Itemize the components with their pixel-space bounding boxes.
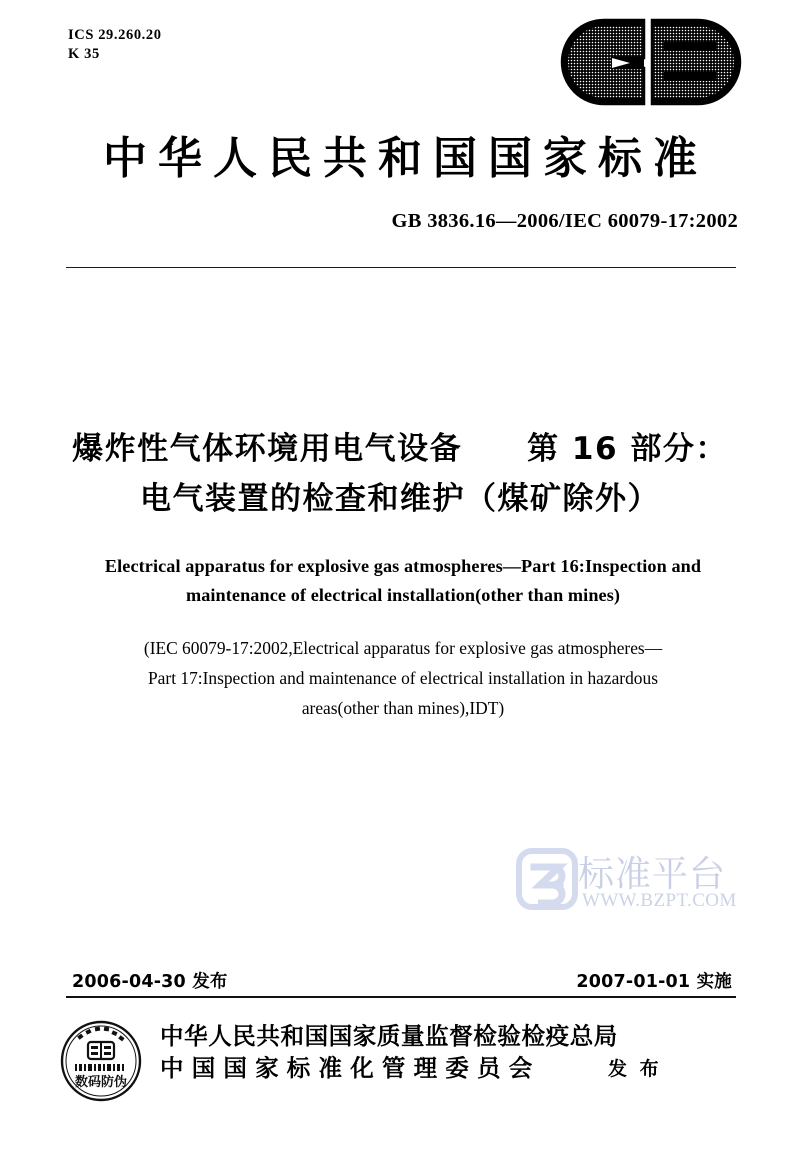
watermark bbox=[516, 846, 748, 922]
issuer-secondary: 中国国家标准化管理委员会 bbox=[160, 1054, 541, 1083]
dates-row bbox=[72, 968, 732, 993]
english-title bbox=[78, 552, 728, 611]
bz-logo-icon bbox=[516, 848, 578, 910]
classification-code: K 35 bbox=[68, 45, 100, 62]
iec-source-note bbox=[72, 634, 734, 724]
svg-text:数码防伪: 数码防伪 bbox=[74, 1075, 128, 1090]
issue-date: 2006-04-30 发布 bbox=[72, 972, 228, 992]
issuer-block bbox=[160, 1020, 618, 1085]
publish-label: 发 布 bbox=[608, 1058, 662, 1080]
national-standard-heading: 中华人民共和国国家标准 bbox=[103, 133, 708, 184]
iec-source-line-3: areas(other than mines),IDT) bbox=[301, 697, 505, 718]
english-title-line-1: Electrical apparatus for explosive gas atmospheres—Part 16:Inspection and bbox=[104, 556, 702, 576]
watermark-url: WWW.BZPT.COM bbox=[582, 890, 737, 911]
header-divider bbox=[66, 267, 736, 268]
standard-number: GB 3836.16—2006/IEC 60079-17:2002 bbox=[391, 210, 738, 232]
chinese-title-line-2: 电气装置的检查和维护（煤矿除外） bbox=[140, 481, 660, 518]
watermark-name: 标准平台 bbox=[578, 854, 727, 895]
ics-code-block bbox=[68, 26, 162, 63]
gb-emblem-icon bbox=[552, 14, 748, 110]
chinese-title-line-1: 爆炸性气体环境用电气设备 第 16 部分： bbox=[72, 431, 728, 467]
anti-counterfeit-seal-icon bbox=[58, 1018, 144, 1104]
footer-divider bbox=[66, 996, 736, 998]
english-title-line-2: maintenance of electrical installation(other than mines) bbox=[185, 585, 621, 606]
effective-date: 2007-01-01 实施 bbox=[576, 972, 732, 992]
footer bbox=[0, 1012, 800, 1108]
iec-source-line-2: Part 17:Inspection and maintenance of electrical installation in hazardous bbox=[148, 667, 658, 688]
issuer-primary: 中华人民共和国国家质量监督检验检疫总局 bbox=[160, 1022, 618, 1050]
iec-source-line-1: (IEC 60079-17:2002,Electrical apparatus for explosive gas atmospheres— bbox=[143, 638, 663, 658]
ics-code: ICS 29.260.20 bbox=[68, 27, 162, 43]
chinese-title bbox=[0, 424, 800, 524]
